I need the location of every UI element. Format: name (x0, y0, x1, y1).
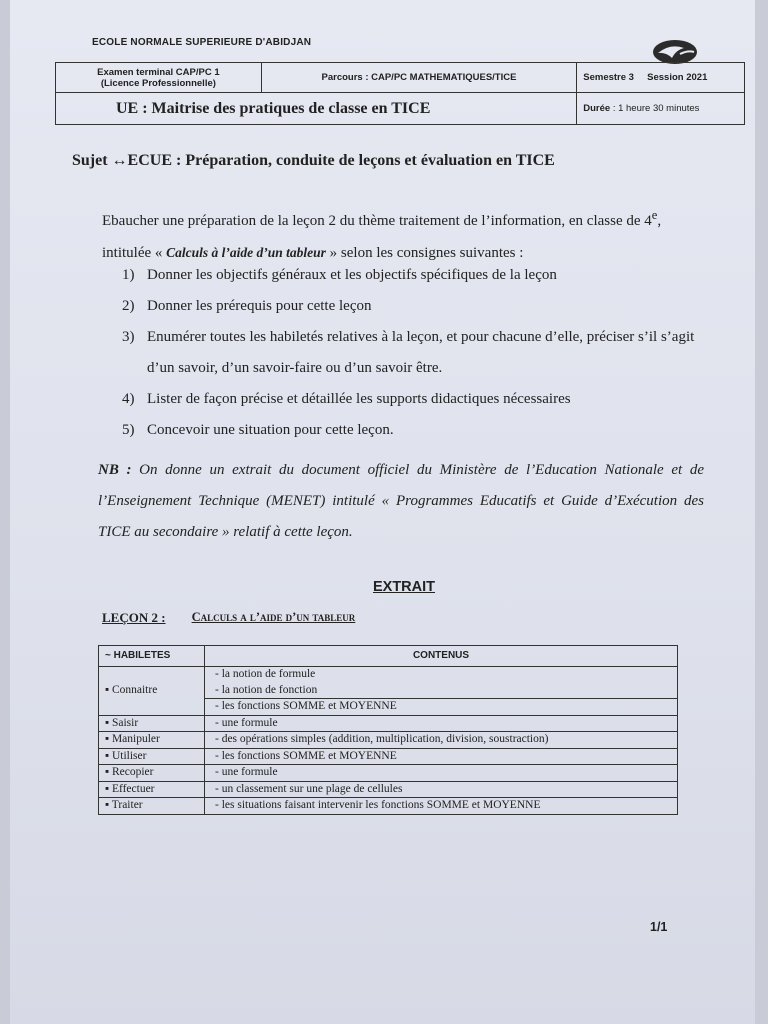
column-header-habiletes: ~ HABILETES (99, 646, 205, 667)
exam-sheet (10, 0, 755, 1024)
table-row (99, 748, 678, 765)
nb-label: NB : (98, 462, 132, 478)
list-item: 1) Donner les objectifs généraux et les objectifs spécifiques de la leçon (122, 267, 557, 283)
intro-superscript: e (651, 208, 658, 222)
habilete-cell: ▪ Effectuer (99, 781, 205, 798)
lesson-label: LEÇON 2 : (102, 610, 166, 625)
subject-title: Sujet ↔ECUE : Préparation, conduite de leçons et évaluation en TICE (72, 152, 555, 169)
habilete-cell: ▪ Traiter (99, 798, 205, 815)
semestre-cell (577, 63, 745, 93)
habilete-cell: ▪ Connaitre (99, 667, 205, 716)
contenu-cell: - une formule (205, 715, 678, 732)
contenu-cell: - une formule (205, 765, 678, 782)
list-item: 2) Donner les prérequis pour cette leçon (122, 298, 372, 314)
intro-text-1: Ebaucher une préparation de la leçon 2 du thème traitement de l’information, en classe de 4 (102, 213, 652, 229)
habilete-cell: ▪ Utiliser (99, 748, 205, 765)
intro-text-3: » selon les consignes suivantes : (325, 245, 524, 261)
parcours-cell (261, 63, 577, 93)
table-row (99, 667, 678, 699)
lesson-title: Calculs a l’aide d’un tableur (191, 610, 356, 624)
contenu-cell: - un classement sur une plage de cellules (205, 781, 678, 798)
contenu-cell: - des opérations simples (addition, multiplication, division, soustraction) (205, 732, 678, 749)
table-row (99, 781, 678, 798)
habilete-cell: ▪ Recopier (99, 765, 205, 782)
extract-heading: EXTRAIT (372, 579, 436, 595)
list-item: 5) Concevoir une situation pour cette leçon. (122, 422, 394, 438)
list-item: 4) Lister de façon précise et détaillée les supports didactiques nécessaires (122, 391, 571, 407)
ue-cell (56, 93, 577, 125)
duree-label: Durée (583, 103, 611, 114)
lesson-title-inline: Calculs à l’aide d’un tableur (166, 245, 326, 260)
exam-subtitle: (Licence Professionnelle) (100, 77, 216, 89)
list-item: 3) Enumérer toutes les habiletés relatives à la leçon, et pour chacune d’elle, préciser s’il s’agit d’un savoir, d’un savoir-faire ou d’un savoir être. (122, 329, 695, 376)
lesson-heading (102, 610, 355, 626)
school-name: ECOLE NORMALE SUPERIEURE D'ABIDJAN (92, 37, 312, 48)
duree-cell (577, 93, 745, 125)
column-header-contenus: CONTENUS (205, 646, 678, 667)
contenu-cell: - les fonctions SOMME et MOYENNE (205, 699, 678, 716)
intro-text-2: , intitulée « (102, 213, 662, 261)
instructions-list (122, 260, 702, 446)
table-row (99, 715, 678, 732)
exam-title: Examen terminal CAP/PC 1 (97, 66, 220, 78)
page-number: 1/1 (650, 920, 668, 934)
table-header-row (99, 646, 678, 667)
exam-cell (56, 63, 262, 93)
ue-title: UE : Maitrise des pratiques de classe en TICE (116, 99, 431, 117)
table-row (99, 798, 678, 815)
contenu-cell: - les fonctions SOMME et MOYENNE (205, 748, 678, 765)
nb-text: On donne un extrait du document officiel du Ministère de l’Education Nationale et de l’Enseignement Technique (MENET) intitulé « Programmes Educatifs et Guide d’Exécution des TICE au secondaire » relatif à cette leçon. (98, 462, 704, 540)
habilete-cell: ▪ Manipuler (99, 732, 205, 749)
table-row (99, 765, 678, 782)
table-row (99, 732, 678, 749)
nb-note (98, 455, 704, 548)
intro-paragraph (102, 200, 702, 269)
duree-value: : 1 heure 30 minutes (610, 103, 700, 114)
contenu-cell: - les situations faisant intervenir les fonctions SOMME et MOYENNE (205, 798, 678, 815)
contenu-cell: - la notion de formule - la notion de fonction (205, 667, 678, 699)
exam-header-table (55, 62, 745, 125)
parcours: Parcours : CAP/PC MATHEMATIQUES/TICE (321, 72, 517, 83)
semestre: Semestre 3 (583, 72, 634, 83)
skills-table (98, 645, 678, 815)
habilete-cell: ▪ Saisir (99, 715, 205, 732)
session: Session 2021 (647, 72, 708, 83)
